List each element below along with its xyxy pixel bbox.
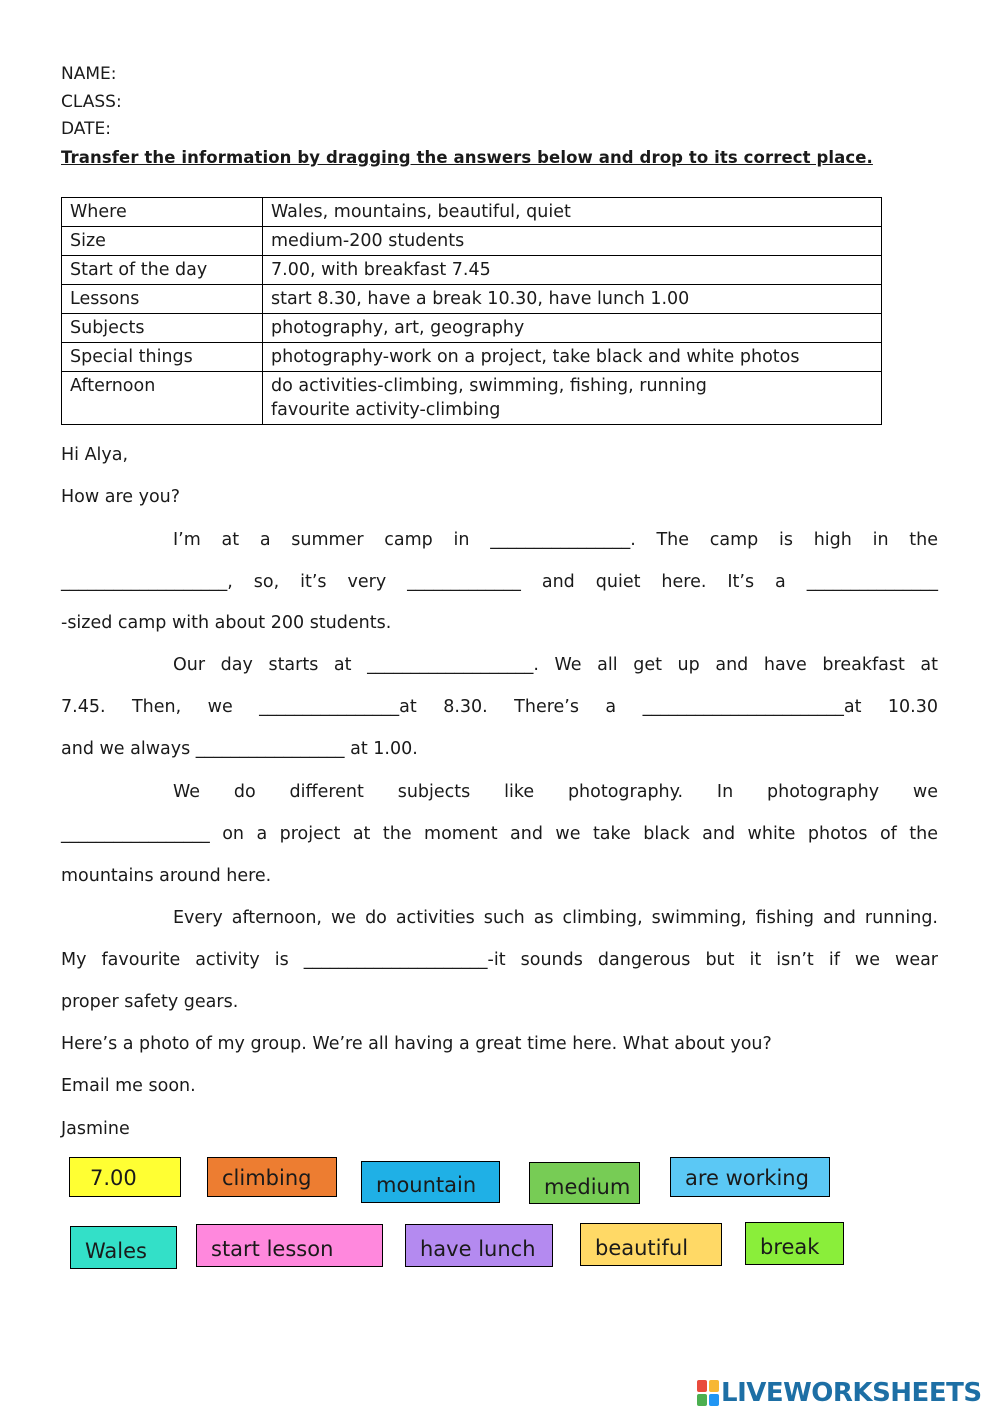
table-value [263, 372, 882, 425]
date-label: DATE: [61, 119, 111, 139]
table-key: Where [62, 198, 263, 227]
answer-chip-climbing[interactable]: climbing [207, 1157, 337, 1197]
liveworksheets-logo [697, 1378, 982, 1408]
letter-line: Our day starts at ___________________. We all get up and have breakfast at [173, 655, 938, 675]
answer-chip-are-working[interactable]: are working [670, 1157, 830, 1197]
table-row [62, 227, 882, 256]
answer-chip-have-lunch[interactable]: have lunch [405, 1224, 553, 1267]
letter-line: _________________ on a project at the moment and we take black and white photos of the [61, 824, 938, 844]
table-value: 7.00, with breakfast 7.45 [263, 256, 882, 285]
letter-line: -sized camp with about 200 students. [61, 613, 392, 633]
table-value: photography-work on a project, take black and white photos [263, 343, 882, 372]
table-key: Size [62, 227, 263, 256]
letter-line: Every afternoon, we do activities such as climbing, swimming, fishing and running. [173, 908, 938, 928]
letter-line: proper safety gears. [61, 992, 239, 1012]
letter-greeting: Hi Alya, [61, 445, 129, 465]
table-row [62, 372, 882, 425]
table-key: Subjects [62, 314, 263, 343]
answer-chip-wales[interactable]: Wales [70, 1226, 177, 1269]
answer-chip-medium[interactable]: medium [529, 1162, 640, 1204]
table-key: Special things [62, 343, 263, 372]
answer-chip-mountain[interactable]: mountain [361, 1161, 500, 1203]
table-row [62, 343, 882, 372]
table-row [62, 314, 882, 343]
table-row [62, 198, 882, 227]
class-label: CLASS: [61, 92, 122, 112]
table-value: photography, art, geography [263, 314, 882, 343]
answer-chip-start-lesson[interactable]: start lesson [196, 1224, 383, 1267]
letter-line: Here’s a photo of my group. We’re all having a great time here. What about you? [61, 1034, 772, 1054]
table-value-line: favourite activity-climbing [271, 400, 501, 420]
letter-line: 7.45. Then, we ________________at 8.30. There’s a _______________________at 10.30 [61, 697, 938, 717]
answer-chip-break[interactable]: break [745, 1222, 844, 1265]
table-row [62, 256, 882, 285]
table-key: Afternoon [62, 372, 263, 425]
name-label: NAME: [61, 64, 117, 84]
table-value: medium-200 students [263, 227, 882, 256]
letter-line: My favourite activity is _____________________-it sounds dangerous but it isn’t if we wear [61, 950, 938, 970]
instruction-text: Transfer the information by dragging the answers below and drop to its correct place. [61, 148, 873, 167]
letter-line: ___________________, so, it’s very _____________ and quiet here. It’s a _______________ [61, 572, 938, 592]
table-value: start 8.30, have a break 10.30, have lunch 1.00 [263, 285, 882, 314]
liveworksheets-mark-icon [697, 1380, 719, 1406]
letter-line: We do different subjects like photography. In photography we [173, 782, 938, 802]
letter-signature: Jasmine [61, 1119, 130, 1139]
table-row [62, 285, 882, 314]
liveworksheets-logo-text: LIVEWORKSHEETS [721, 1378, 982, 1408]
letter-line: Email me soon. [61, 1076, 196, 1096]
answer-chip-7-00[interactable]: 7.00 [69, 1157, 181, 1197]
letter-line: and we always _________________ at 1.00. [61, 739, 418, 759]
answer-chip-beautiful[interactable]: beautiful [580, 1223, 722, 1266]
table-value: Wales, mountains, beautiful, quiet [263, 198, 882, 227]
table-key: Start of the day [62, 256, 263, 285]
letter-line: mountains around here. [61, 866, 272, 886]
table-value-line: do activities-climbing, swimming, fishing, running [271, 376, 707, 396]
info-table [61, 197, 882, 425]
table-key: Lessons [62, 285, 263, 314]
letter-line: How are you? [61, 487, 181, 507]
letter-line: I’m at a summer camp in ________________. The camp is high in the [173, 530, 938, 550]
